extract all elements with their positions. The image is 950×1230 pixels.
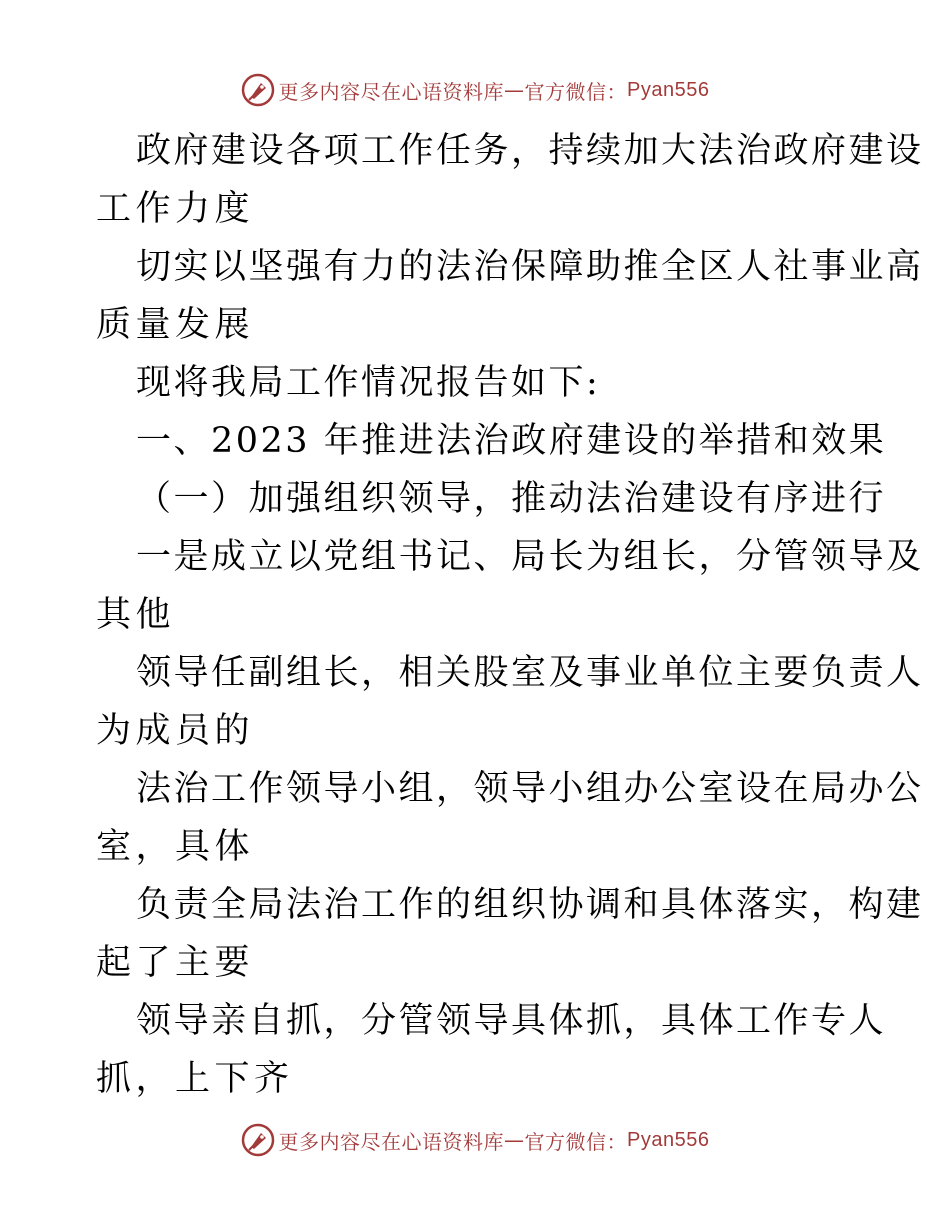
text-line: 现将我局工作情况报告如下:	[136, 363, 601, 403]
pen-nib-logo-icon	[241, 1123, 275, 1157]
text-line: 起了主要	[96, 943, 255, 983]
text-line: 为成员的	[96, 711, 255, 751]
text-line: 领导任副组长，相关股室及事业单位主要负责人	[136, 653, 924, 693]
header-watermark	[0, 70, 950, 110]
watermark-contact: 官方微信：	[524, 79, 628, 104]
text-line: （一）加强组织领导，推动法治建设有序进行	[136, 479, 887, 519]
text-line: 一是成立以党组书记、局长为组长，分管领导及	[136, 537, 924, 577]
text-line: 抓，上下齐	[96, 1059, 294, 1099]
watermark-id: Pyan556	[627, 1128, 710, 1151]
text-line: 质量发展	[96, 305, 255, 345]
watermark-id: Pyan556	[627, 78, 710, 101]
pen-nib-logo-icon	[241, 73, 275, 107]
watermark-contact: 官方微信：	[524, 1129, 628, 1154]
text-line: 政府建设各项工作任务，持续加大法治政府建设	[136, 131, 924, 171]
text-line: 负责全局法治工作的组织协调和具体落实，构建	[136, 885, 924, 925]
document-body	[96, 122, 924, 1108]
watermark-text: 更多内容尽在心语资料库	[278, 79, 505, 104]
watermark-text: 更多内容尽在心语资料库	[278, 1129, 505, 1154]
watermark-separator: —	[504, 1128, 525, 1152]
footer-watermark	[0, 1120, 950, 1160]
text-line: 室，具体	[96, 827, 255, 867]
text-line: 工作力度	[96, 189, 255, 229]
text-line: 领导亲自抓，分管领导具体抓，具体工作专人	[136, 1001, 887, 1041]
text-line: 切实以坚强有力的法治保障助推全区人社事业高	[136, 247, 924, 287]
text-line: 其他	[96, 595, 176, 635]
text-line: 一、2023 年推进法治政府建设的举措和效果	[136, 421, 887, 461]
watermark-separator: —	[504, 78, 525, 102]
text-line: 法治工作领导小组，领导小组办公室设在局办公	[136, 769, 924, 809]
